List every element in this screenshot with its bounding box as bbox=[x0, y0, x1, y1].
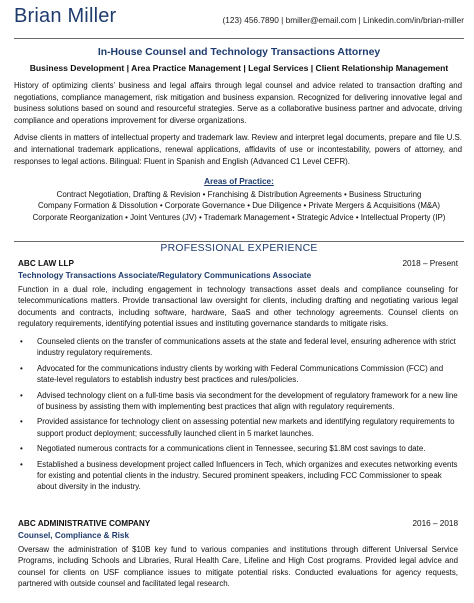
header-divider bbox=[14, 38, 464, 39]
professional-headline: In-House Counsel and Technology Transactions Attorney bbox=[97, 47, 381, 58]
summary-paragraph: Advise clients in matters of intellectual property and trademark law. Review and interpret legal documents, prepare and file U.S. and international trademark applications, renewal applications, affidavits of use or incontestability, powers of attorney, and responses to legal actions. Bilingual: Fluent in Spanish and English (Advanced C1 Level CEFR). bbox=[14, 133, 462, 166]
job-bullet bbox=[18, 363, 458, 386]
job-bullet-list bbox=[18, 336, 458, 497]
job-company: ABC ADMINISTRATIVE COMPANY bbox=[18, 519, 151, 528]
job-bullet bbox=[18, 416, 458, 439]
experience-section-title: PROFESSIONAL EXPERIENCE bbox=[160, 243, 318, 254]
job-bullet bbox=[18, 336, 458, 359]
job-description: Function in a dual role, including engagement in technology transactions asset deals and compliance counseling for telecommunications matters. Provide transactional law oversight for clients, including drafting and negotiating various legal documents and contracts, including software, hardware, SaaS and other technology agreements. Counsel clients on regulatory requirements, identifying potential issues and instituting governance standards to mitigate risks. bbox=[18, 285, 458, 329]
bullet-icon: • bbox=[20, 417, 23, 427]
job-bullet bbox=[18, 443, 458, 454]
job-bullet-text: Provided assistance for technology client on assessing potential new markets and identifying regulatory requirements to support product deployment; successfully launched client in 5 market launches. bbox=[37, 417, 455, 438]
professional-subheadline: Business Development | Area Practice Management | Legal Services | Client Relationship Management bbox=[29, 63, 449, 73]
job-title: Counsel, Compliance & Risk bbox=[18, 531, 130, 540]
bullet-icon: • bbox=[20, 444, 23, 454]
resume-header bbox=[14, 5, 464, 38]
bullet-icon: • bbox=[20, 363, 23, 373]
contact-info: (123) 456.7890 | bmiller@email.com | Linkedin.com/in/brian-miller bbox=[222, 15, 464, 25]
areas-of-practice-line: Contract Negotiation, Drafting & Revision • Franchising & Distribution Agreements • Business Structuring bbox=[56, 190, 422, 199]
job-bullet bbox=[18, 459, 458, 493]
job-title: Technology Transactions Associate/Regulatory Communications Associate bbox=[18, 271, 312, 280]
job-bullet-text: Advised technology client on a full-time basis via secondment for the development of regulatory framework for a new line of business by assisting them with implementing best practices that align with regulatory requirements. bbox=[37, 390, 458, 412]
job-company: ABC LAW LLP bbox=[18, 259, 74, 268]
job-description: Oversaw the administration of $10B key fund to various companies and institutions through different Universal Service Programs, including Schools and Libraries, Rural Health Care, Lifeline and High Cost programs. Provided legal advice and counsel for clients on USF compliance issues to mitigate potential risks. Conducted evaluations for agency requests, partnered with outside counsel and facilitated legal research. bbox=[18, 545, 458, 589]
bullet-icon: • bbox=[20, 337, 23, 346]
bullet-icon: • bbox=[20, 459, 23, 469]
areas-of-practice-title: Areas of Practice: bbox=[204, 177, 274, 186]
job-dates: 2018 – Present bbox=[402, 259, 458, 268]
areas-of-practice-line: Company Formation & Dissolution • Corporate Governance • Due Diligence • Private Mergers & Acquisitions (M&A) bbox=[37, 201, 441, 211]
job-bullet-text: Advocated for the communications industry clients by working with Federal Communications Commission (FCC) and state-level regulators to establish industry best practices and rules/policies. bbox=[37, 363, 444, 385]
job-bullet bbox=[18, 390, 458, 413]
bullet-icon: • bbox=[20, 390, 23, 400]
summary-paragraph: History of optimizing clients’ business and legal affairs through legal counsel and advice related to transaction drafting and negotiations, compliance management, risk mitigation and business expansion. Recognized for delivering innovative legal and business solutions based on sound and resourceful strategies. Serve as a collaborative business partner and advocate, driving compliance and operations improvement for diverse organizations. bbox=[14, 81, 462, 125]
candidate-name: Brian Miller bbox=[14, 5, 117, 27]
areas-of-practice-line: Corporate Reorganization • Joint Ventures (JV) • Trademark Management • Strategic Advice • Intellectual Property (IP) bbox=[32, 212, 446, 222]
job-bullet-text: Established a business development project called Influencers in Tech, which organizes and executes networking events for existing and potential clients in the industry. Secured prominent speakers, including FCC Commissioner to speak about diversity in the industry. bbox=[37, 459, 458, 492]
job-bullet-text: Counseled clients on the transfer of communications assets at the state and federal level, ensuring adherence with strict industry regulatory requirements. bbox=[37, 337, 456, 358]
job-dates: 2016 – 2018 bbox=[412, 519, 458, 528]
experience-divider bbox=[14, 241, 464, 242]
job-bullet-text: Negotiated numerous contracts for a communications client in Tennessee, securing $1.8M cost savings to date. bbox=[37, 444, 426, 454]
summary-section bbox=[14, 80, 462, 173]
areas-of-practice-list bbox=[14, 189, 464, 223]
